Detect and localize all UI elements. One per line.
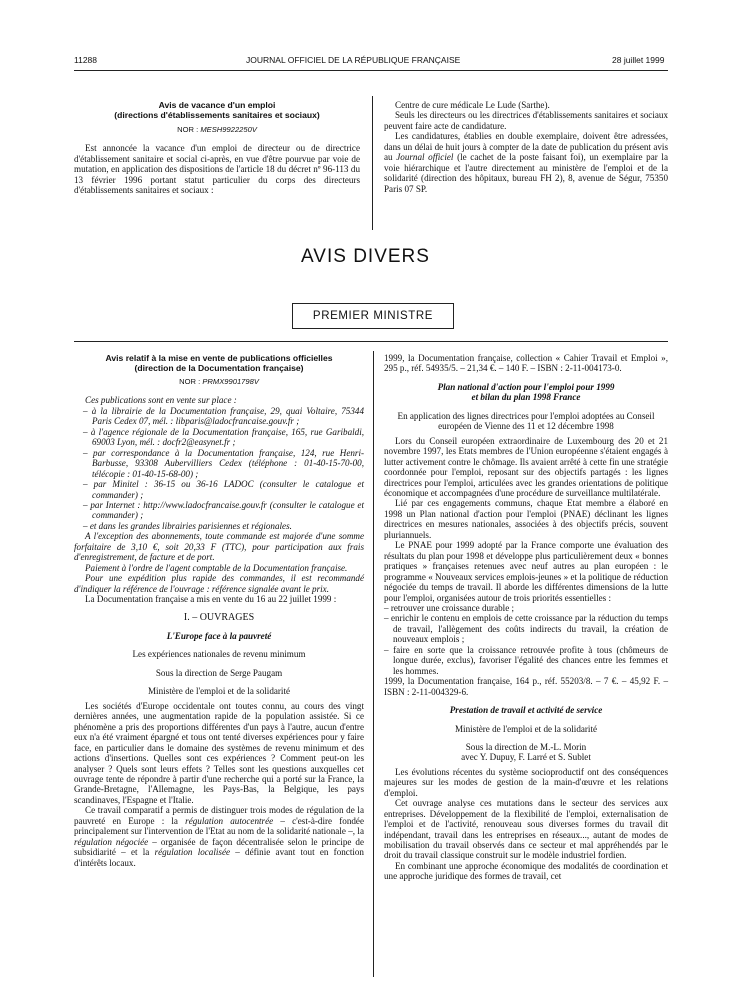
header-rule (74, 70, 668, 71)
release-paragraph: La Documentation française a mis en vente du 16 au 22 juillet 1999 : (85, 594, 337, 605)
plan-priority: – enrichir le contenu en emplois de cette croissance par la réduction du temps de travail, l'allègement des coûts indirects du travail, la création de nouveaux emplois ; (384, 613, 668, 645)
book-p2-term-2: régulation négociée (74, 836, 149, 847)
cahier-reference: 1999, la Documentation française, collection « Cahier Travail et Emploi », 295 p., réf. 54935/5. – 21,34 €. – 140 F. – ISBN : 2-11-004173-0. (384, 353, 668, 374)
plan-reference: 1999, la Documentation française, 164 p., réf. 55203/8. – 7 €. – 45,92 F. – ISBN : 2-11-004329-6. (384, 676, 668, 697)
shipping-paragraph: Pour une expédition plus rapide des commandes, il est recommandé d'indiquer la référence de l'ouvrage : référence signalée avant le prix. (74, 573, 364, 594)
ministry-box (292, 303, 454, 329)
ouvrages-heading: I. – OUVRAGES (183, 611, 255, 623)
sales-point: – par correspondance à la Documentation française, 124, rue Henri-Barbusse, 93308 Aubervilliers Cedex (téléphone : 01-40-15-70-00, télécopie : 01-40-15-68-00) ; (83, 447, 364, 479)
header-date: 28 juillet 1999 (612, 55, 665, 65)
right-column (384, 353, 668, 882)
sales-point: – par Minitel : 36-15 ou 36-16 LADOC (consulter le catalogue et commander) ; (83, 479, 364, 500)
application-text-journal: Journal officiel (396, 152, 454, 163)
book-subtitle: Les expériences nationales de revenu minimum (132, 649, 306, 660)
book-title: L'Europe face à la pauvreté (166, 630, 272, 641)
vacancy-notice (74, 100, 360, 196)
publications-title-line1: Avis relatif à la mise en vente de publications officielles (105, 353, 333, 363)
vacancy-center-name: Centre de cure médicale Le Lude (Sarthe). (395, 100, 550, 110)
plan-subtitle: En application des lignes directrices pour l'emploi adoptées au Conseil européen de Vienne des 11 et 12 décembre 1998 (397, 410, 655, 432)
ministry-name: PREMIER MINISTRE (312, 310, 434, 322)
section-title: AVIS DIVERS (301, 246, 430, 267)
book-ministry: Ministère de l'emploi et de la solidarité (147, 686, 291, 697)
application-text-a: Les candidatures, établies en double exemplaire, doivent être adressées, dans un délai de huit jours à compter de la date de publication du présent avis au (384, 131, 668, 163)
vacancy-nor (74, 125, 360, 135)
book-p2-term-3: régulation localisée (154, 847, 231, 858)
book-paragraph-2 (74, 805, 364, 868)
prestation-title: Prestation de travail et activité de service (449, 705, 603, 716)
plan-priority: – retrouver une croissance durable ; (384, 602, 515, 613)
book-p2-text-d: – définie avant tout en fonction d'intérêts locaux. (74, 847, 364, 868)
sales-point: – à l'agence régionale de la Documentation française, 165, rue Garibaldi, 69003 Lyon, mél. : docfr2@easynet.fr ; (83, 426, 364, 448)
nor-label: NOR : (177, 125, 199, 134)
vacancy-continuation (384, 100, 668, 194)
plan-paragraph-1: Lors du Conseil européen extraordinaire de Luxembourg des 20 et 21 novembre 1997, les Etats membres de l'Union européenne s'étaient engagés à lutter activement contre le chômage. Ils avaient arrêté à cette fin une stratégie coordonnée pour l'emploi, reposant sur des objectifs partagés : les lignes directrices pour l'emploi, articulées avec les grandes orientations de politique économique et accompagnées d'une procédure de surveillance multilatérale. (384, 435, 668, 498)
page-number: 11288 (74, 55, 98, 65)
nor-code: MESH9922250V (200, 125, 257, 134)
prestation-coauthors: avec Y. Dupuy, F. Larré et S. Sublet (461, 752, 591, 763)
plan-priority: – faire en sorte que la croissance retrouvée profite à tous (chômeurs de longue durée, exclus), favoriser l'égalité des chances entre les femmes et les hommes. (384, 644, 668, 676)
plan-title-line1: Plan national d'action pour l'emploi pour 1999 (437, 381, 615, 392)
prestation-director: Sous la direction de M.-L. Morin (465, 741, 587, 752)
prestation-paragraph-2: Cet ouvrage analyse ces mutations dans le secteur des services aux entreprises. Développement de la flexibilité de l'emploi, externalisation de l'emploi et de l'activité, renouveau sous diverses formes du travail dit indépendant, travail dans les entreprises en réseaux..., autant de modes de mobilisation du travail observés dans ce secteur et mal appréhendés par le droit du travail classique construit sur le modèle industriel fordien. (384, 798, 668, 861)
book-p2-text-a: Ce travail comparatif a permis de distinguer trois modes de régulation de la pauvreté en Europe : la (74, 805, 364, 826)
top-column-divider (372, 96, 373, 230)
prestation-paragraph-1: Les évolutions récentes du système socioproductif ont des conséquences majeures sur les modes de gestion de la main-d'œuvre et les relations d'emploi. (384, 766, 668, 798)
vacancy-title-line1: Avis de vacance d'un emploi (158, 100, 276, 110)
publications-title-line2: (direction de la Documentation française) (134, 363, 304, 373)
book-p2-term-1: régulation autocentrée (185, 815, 274, 826)
surcharge-paragraph: A l'exception des abonnements, toute commande est majorée d'une somme forfaitaire de 3,10 €, soit 20,33 F (TTC), pour participation aux frais d'enregistrement, de facture et de port. (74, 531, 364, 563)
plan-paragraph-2: Lié par ces engagements communs, chaque Etat membre a élaboré en 1998 un Plan national d'action pour l'emploi (PNAE) déclinant les lignes directrices en mesures nationales, associées à des objectifs précis, souvent pluriannuels. (384, 498, 668, 540)
vacancy-title-line2: (directions d'établissements sanitaires et sociaux) (114, 110, 320, 120)
publications-nor (74, 377, 364, 387)
sales-intro: Ces publications sont en vente sur place : (85, 395, 237, 406)
book-p2-text-b: – c'est-à-dire fondée principalement sur l'intervention de l'Etat au nom de la solidarité nationale –, la (74, 815, 364, 837)
prestation-ministry: Ministère de l'emploi et de la solidarité (454, 723, 598, 734)
book-director: Sous la direction de Serge Paugam (155, 667, 283, 678)
plan-paragraph-3: Le PNAE pour 1999 adopté par la France comporte une évaluation des résultats du plan pour 1998 et développe plus particulièrement deux « bonnes pratiques » françaises retenues avec neuf autres au plan européen : le programme « Nouveaux services emplois-jeunes » et la politique de réduction négociée du temps de travail. Il aborde les différentes dimensions de la lutte pour l'emploi, organisées autour de trois priorités essentielles : (384, 540, 668, 603)
prestation-paragraph-3: En combinant une approche économique des modalités de coordination et une approche juridique des formes de travail, cet (384, 860, 668, 882)
plan-title-line2: et bilan du plan 1998 France (471, 392, 581, 403)
left-column (74, 353, 364, 868)
nor-code: PRMX9901798V (202, 377, 259, 386)
vacancy-body: Est annoncée la vacance d'un emploi de directeur ou de directrice d'établissement sanitaire et social ci-après, en vue d'être pourvue par voie de mutation, en application des dispositions de l'article 18 du décret nº 96-113 du 13 février 1996 portant statut particulier du corps des directeurs d'établissements sanitaires et sociaux : (74, 143, 360, 196)
sales-point: – par Internet : http://www.ladocfrancaise.gouv.fr (consulter le catalogue et commander) ; (83, 499, 364, 521)
section-rule (74, 341, 668, 342)
nor-label: NOR : (179, 377, 201, 386)
application-text-b: (le cachet de la poste faisant foi), un exemplaire par la voie hiérarchique et l'autre directement au ministère de l'emploi et de la solidarité (direction des hôpitaux, bureau FH 2), 8, avenue de Ségur, 75350 Paris 07 SP. (384, 152, 668, 194)
payment-paragraph: Paiement à l'ordre de l'agent comptable de la Documentation française. (85, 562, 348, 573)
sales-point: – à la librairie de la Documentation française, 29, quai Voltaire, 75344 Paris Cedex 07, mél. : libparis@ladocfrancaise.gouv.fr ; (83, 405, 364, 427)
main-column-divider (373, 351, 374, 977)
vacancy-application (384, 131, 668, 194)
book-p2-text-c: – organisée de façon décentralisée selon le principe de subsidiarité – et la (74, 836, 365, 858)
book-paragraph-1: Les sociétés d'Europe occidentale ont toutes connu, au cours des vingt dernières années, une augmentation rapide de la population assistée. Si ce phénomène a pris des proportions différentes d'un pays à l'autre, aucun d'entre eux n'a été vraiment épargné et tous ont tenté diverses expériences pour y faire face, en particulier dans le domaine des systèmes de revenu minimum et des actions d'insertions. Quelles sont ces expériences ? Comment peut-on les analyser ? Quels sont leurs effets ? Telles sont les questions auxquelles cet ouvrage tente de répondre à partir d'une recherche qui a porté sur la France, la Grande-Bretagne, l'Allemagne, les Pays-Bas, la Belgique, les pays scandinaves, l'Espagne et l'Italie. (74, 700, 364, 805)
sales-point: – et dans les grandes librairies parisiennes et régionales. (83, 520, 292, 531)
journal-title: JOURNAL OFFICIEL DE LA RÉPUBLIQUE FRANÇAISE (246, 55, 461, 65)
vacancy-eligibility: Seuls les directeurs ou les directrices d'établissements sanitaires et sociaux peuvent faire acte de candidature. (384, 110, 668, 131)
